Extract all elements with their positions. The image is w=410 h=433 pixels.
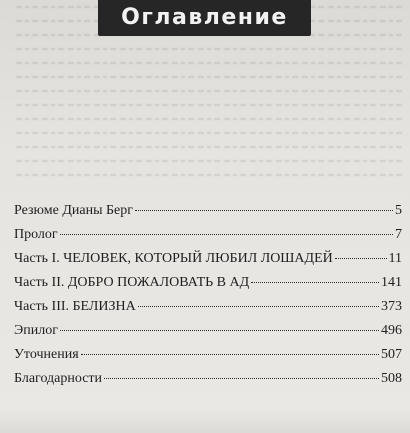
dot-leader [60,234,393,235]
toc-entry-page: 7 [395,227,402,242]
dot-leader [135,210,393,211]
toc-entry-part-2[interactable] [14,271,402,295]
toc-entry-page: 496 [381,323,402,338]
dot-leader [81,354,379,355]
toc-entry-page: 507 [381,347,402,362]
dot-leader [138,306,379,307]
toc-entry-part-3[interactable] [14,295,402,319]
toc-entry-part-1[interactable] [14,247,402,271]
toc-entry-page: 141 [381,275,402,290]
toc-entry-title: Часть I. ЧЕЛОВЕК, КОТОРЫЙ ЛЮБИЛ ЛОШАДЕЙ [14,251,333,266]
toc-entry-title: Пролог [14,227,58,242]
toc-entry-title: Уточнения [14,347,79,362]
toc-entry-title: Резюме Дианы Берг [14,203,134,218]
toc-entry-resume[interactable] [14,199,402,223]
toc-entry-title: Благодарности [14,371,103,386]
toc-entry-acknowledgements[interactable] [14,367,402,391]
toc-entry-epilogue[interactable] [14,319,402,343]
toc-entry-title: Эпилог [14,323,58,338]
toc-entry-title: Часть III. БЕЛИЗНА [14,299,136,314]
dot-leader [251,282,379,283]
toc-entry-page: 508 [381,371,402,386]
dot-leader [335,258,387,259]
page-shadow [0,409,410,433]
dot-leader [104,378,379,379]
toc-entry-page: 373 [381,299,402,314]
toc-entry-title: Часть II. ДОБРО ПОЖАЛОВАТЬ В АД [14,275,250,290]
dot-leader [60,330,379,331]
toc-entry-page: 11 [388,251,402,266]
contents-header-banner [98,0,311,36]
toc-entry-clarifications[interactable] [14,343,402,367]
toc-entry-prologue[interactable] [14,223,402,247]
table-of-contents [14,199,402,391]
toc-entry-page: 5 [395,203,402,218]
page-title: Оглавление [121,5,288,30]
